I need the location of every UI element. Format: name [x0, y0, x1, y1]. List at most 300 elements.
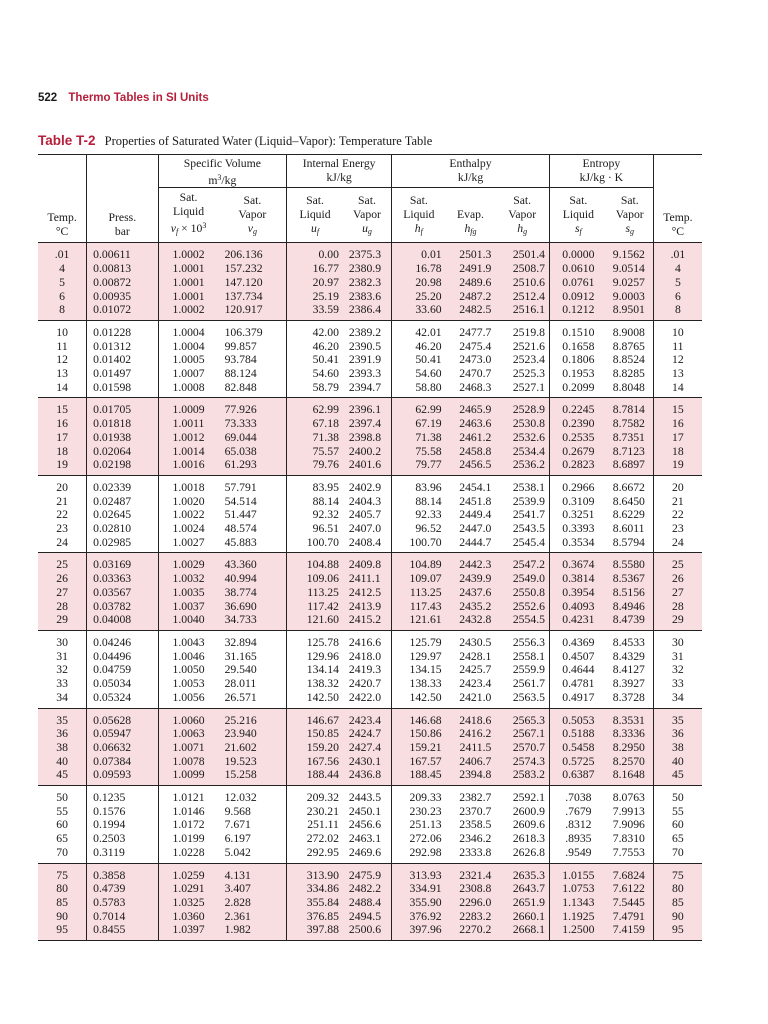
- cell-press: 0.03567: [87, 586, 158, 600]
- cell-ug: 2412.5: [343, 586, 392, 600]
- cell-sg: 8.6011: [612, 522, 645, 536]
- cell-ug: 2394.7: [348, 380, 382, 394]
- cell-vg: 106.379: [219, 320, 287, 339]
- cell-sf: 0.4644: [549, 663, 606, 677]
- cell-sf: 0.1212: [549, 303, 606, 320]
- cell-uf: 50.41: [287, 353, 343, 367]
- cell-vg: 34.733: [219, 613, 287, 630]
- cell-hf: 96.52: [392, 522, 446, 536]
- table-row: [38, 677, 702, 691]
- cell-press: 0.4739: [87, 882, 158, 896]
- cell-press: 0.02985: [87, 536, 158, 553]
- cell-hf: 54.60: [392, 367, 446, 381]
- cell-temp2: 23: [653, 522, 702, 536]
- cell-sf: 1.1925: [549, 910, 606, 924]
- cell-press: 0.05947: [87, 727, 158, 741]
- cell-hg: 2550.8: [495, 586, 549, 600]
- cell-vf: 1.0360: [158, 910, 219, 924]
- cell-temp2: .01: [653, 243, 702, 262]
- cell-vg: 65.038: [219, 445, 287, 459]
- cell-sg: 9.0003: [607, 290, 654, 304]
- cell-sf: 0.1953: [549, 367, 606, 381]
- cell-ug: 2419.3: [348, 663, 382, 677]
- cell-hf: 67.19: [392, 417, 446, 431]
- cell-hf: 113.25: [392, 586, 446, 600]
- cell-vg: 5.042: [224, 845, 251, 859]
- cell-sf: 0.2679: [549, 445, 606, 459]
- cell-temp: 90: [38, 910, 87, 924]
- cell-uf: 167.56: [287, 755, 343, 769]
- table-row: [38, 367, 702, 381]
- cell-sf: 0.4231: [549, 613, 606, 630]
- cell-sg: 8.4127: [612, 663, 645, 677]
- cell-temp2: 5: [653, 276, 702, 290]
- cell-uf: 150.85: [287, 727, 343, 741]
- table-row: [38, 755, 702, 769]
- cell-hg: 2516.1: [495, 303, 549, 320]
- cell-vf: 1.0259: [158, 863, 219, 882]
- cell-temp2: 34: [653, 691, 702, 708]
- cell-uf: 75.57: [287, 445, 343, 459]
- col-uf-line2: Liquid: [299, 208, 331, 221]
- cell-sg: 9.1562: [607, 243, 654, 262]
- cell-uf: 129.96: [287, 650, 343, 664]
- cell-ug: 2450.1: [348, 804, 382, 818]
- cell-temp2: 38: [653, 741, 702, 755]
- cell-vg: 77.926: [219, 398, 287, 417]
- cell-hg: 2567.1: [495, 727, 549, 741]
- cell-sf: 0.1510: [549, 320, 606, 339]
- cell-temp: 95: [38, 923, 87, 940]
- cell-hf: 334.91: [392, 882, 446, 896]
- cell-temp2: 75: [653, 863, 702, 882]
- cell-uf: 79.76: [287, 458, 343, 475]
- cell-uf: 397.88: [287, 923, 343, 940]
- table-row: [38, 276, 702, 290]
- cell-hfg: 2477.7: [446, 320, 496, 339]
- cell-sf: 1.2500: [549, 923, 606, 940]
- cell-hfg: 2430.5: [446, 630, 496, 649]
- cell-hf: 146.68: [392, 708, 446, 727]
- cell-press: 0.05628: [87, 708, 158, 727]
- cell-hf: 71.38: [392, 431, 446, 445]
- col-sg-line1: Sat.: [620, 194, 639, 208]
- cell-vf: 1.0001: [158, 262, 219, 276]
- cell-vg: 2.361: [219, 910, 287, 924]
- col-sg-symbol: [625, 222, 634, 235]
- cell-vg: 12.032: [219, 786, 287, 805]
- cell-hfg: 2296.0: [446, 896, 496, 910]
- cell-ug: 2405.7: [348, 508, 382, 522]
- col-hfg-symbol: [464, 222, 476, 235]
- cell-press: 0.02198: [87, 458, 158, 475]
- cell-temp: 70: [56, 845, 68, 859]
- cell-sf: .7038: [549, 786, 606, 805]
- cell-temp2: 15: [653, 398, 702, 417]
- cell-vg: 69.044: [219, 431, 287, 445]
- symbol-subscript: g: [630, 226, 635, 236]
- cell-hfg: 2406.7: [446, 755, 496, 769]
- cell-sf: 0.1806: [549, 353, 606, 367]
- table-body: [38, 243, 702, 941]
- cell-hf: 121.61: [392, 613, 446, 630]
- cell-temp2: 20: [653, 475, 702, 494]
- cell-sf: 1.0155: [549, 863, 606, 882]
- cell-sf: 0.3109: [549, 495, 606, 509]
- cell-vg: 206.136: [219, 243, 287, 262]
- cell-ug: 2398.8: [343, 431, 392, 445]
- cell-hf: 129.97: [392, 650, 446, 664]
- cell-temp2: 13: [653, 367, 702, 381]
- cell-temp: 35: [38, 708, 87, 727]
- col-sf-line2: Liquid: [562, 208, 594, 221]
- cell-vg: 7.671: [224, 818, 251, 832]
- cell-sf: .8935: [549, 832, 606, 846]
- cell-uf: 188.44: [287, 768, 343, 785]
- cell-hfg: 2465.9: [446, 398, 496, 417]
- cell-press: 0.01938: [87, 431, 158, 445]
- col-hf-header: [392, 188, 446, 243]
- cell-hf: 0.01: [392, 243, 446, 262]
- cell-vf: 1.0014: [158, 445, 219, 459]
- symbol-subscript: f: [579, 226, 582, 236]
- cell-sg: 8.1648: [607, 768, 654, 785]
- col-press-unit: bar: [114, 224, 130, 238]
- cell-hf: 109.07: [392, 572, 446, 586]
- col-sf-symbol: [575, 222, 582, 235]
- cell-hg: 2559.9: [512, 663, 545, 677]
- cell-sg: 8.9501: [607, 303, 654, 320]
- cell-hf: 150.86: [392, 727, 446, 741]
- cell-vg: 28.011: [224, 677, 257, 691]
- cell-vg: 57.791: [219, 475, 287, 494]
- cell-sg: 8.8765: [612, 339, 645, 353]
- cell-sg: 8.2570: [607, 755, 654, 769]
- cell-sg: 8.6450: [612, 494, 645, 508]
- cell-hg: 2626.8: [512, 845, 545, 859]
- cell-hg: 2618.3: [512, 832, 545, 846]
- cell-hg: 2538.1: [495, 475, 549, 494]
- cell-uf: 334.86: [287, 882, 343, 896]
- cell-uf: 142.50: [287, 691, 343, 708]
- cell-ug: 2386.4: [343, 303, 392, 320]
- cell-vg: 48.574: [224, 522, 257, 536]
- cell-ug: 2424.7: [343, 727, 392, 741]
- table-row: [38, 586, 702, 600]
- cell-vg: 54.514: [224, 494, 257, 508]
- cell-uf: 46.20: [287, 340, 343, 354]
- cell-temp: 21: [56, 494, 68, 508]
- cell-hf: 117.43: [392, 600, 446, 614]
- cell-temp: 16: [38, 417, 87, 431]
- cell-hfg: 2489.6: [446, 276, 496, 290]
- cell-hg: 2549.0: [495, 572, 549, 586]
- cell-hfg: 2463.6: [446, 417, 496, 431]
- cell-press: 0.5783: [87, 896, 158, 910]
- cell-ug: 2469.6: [348, 845, 382, 859]
- cell-uf: 159.20: [287, 741, 343, 755]
- table-row: [38, 340, 702, 354]
- table-row: [38, 303, 702, 320]
- group-internal-energy-label: Internal Energy: [302, 157, 376, 170]
- cell-sf: 1.0753: [549, 882, 606, 896]
- cell-sg: 7.9913: [612, 804, 645, 818]
- cell-ug: 2397.4: [343, 417, 392, 431]
- cell-uf: 209.32: [287, 786, 343, 805]
- cell-uf: 117.42: [287, 600, 343, 614]
- cell-uf: 376.85: [287, 910, 343, 924]
- cell-press: 0.02810: [87, 522, 158, 536]
- cell-hf: 33.60: [392, 303, 446, 320]
- cell-vf: 1.0060: [158, 708, 219, 727]
- cell-hg: 2525.3: [512, 367, 545, 381]
- cell-hf: 209.33: [392, 786, 446, 805]
- cell-hg: 2600.9: [512, 804, 545, 818]
- cell-hfg: 2394.8: [446, 768, 496, 785]
- cell-temp2: 32: [653, 663, 702, 677]
- cell-vf: 1.0020: [158, 495, 219, 509]
- cell-ug: 2389.2: [343, 320, 392, 339]
- group-enthalpy-label: Enthalpy: [449, 157, 492, 170]
- cell-sf: 0.4917: [549, 691, 606, 708]
- cell-vf: 1.0053: [158, 677, 219, 691]
- cell-ug: 2423.4: [343, 708, 392, 727]
- col-hg-line2: Vapor: [508, 208, 537, 221]
- cell-hg: 2521.6: [512, 339, 545, 353]
- cell-hf: 58.80: [392, 381, 446, 398]
- cell-hf: 83.96: [392, 475, 446, 494]
- cell-vf: 1.0078: [158, 755, 219, 769]
- cell-vg: 29.540: [224, 663, 257, 677]
- cell-vf: 1.0011: [158, 417, 219, 431]
- cell-hfg: 2487.2: [446, 290, 496, 304]
- cell-press: 0.09593: [87, 768, 158, 785]
- cell-ug: 2393.3: [348, 367, 382, 381]
- cell-vg: 45.883: [224, 535, 257, 549]
- cell-sg: 8.7582: [607, 417, 654, 431]
- col-temp2-header: [653, 155, 702, 243]
- cell-sg: 8.2950: [607, 741, 654, 755]
- cell-uf: 109.06: [287, 572, 343, 586]
- cell-vg: 25.216: [219, 708, 287, 727]
- cell-press: 0.02339: [87, 475, 158, 494]
- col-hg-symbol: [517, 222, 527, 235]
- cell-vf: 1.0063: [158, 727, 219, 741]
- cell-vg: 61.293: [219, 458, 287, 475]
- cell-press: 0.01402: [87, 353, 158, 367]
- cell-temp: 32: [56, 663, 68, 677]
- group-specific-volume-unit: [208, 174, 236, 187]
- cell-hg: 2556.3: [495, 630, 549, 649]
- table-row: [38, 882, 702, 896]
- cell-vg: 15.258: [219, 768, 287, 785]
- table-row: [38, 445, 702, 459]
- table-row: [38, 290, 702, 304]
- group-enthalpy-unit: kJ/kg: [457, 170, 484, 184]
- table-row: [38, 536, 702, 553]
- col-temp-header: [38, 155, 87, 243]
- cell-hg: 2635.3: [495, 863, 549, 882]
- cell-ug: 2413.9: [343, 600, 392, 614]
- cell-hg: 2563.5: [512, 690, 545, 704]
- cell-temp: 10: [38, 320, 87, 339]
- cell-press: 0.00935: [87, 290, 158, 304]
- symbol-subscript: f: [316, 226, 320, 236]
- cell-hfg: 2444.7: [459, 535, 492, 549]
- cell-uf: 113.25: [287, 586, 343, 600]
- cell-sg: 8.6672: [607, 475, 654, 494]
- cell-sg: 8.0763: [607, 786, 654, 805]
- cell-sf: 0.0761: [549, 276, 606, 290]
- cell-sg: 7.6122: [607, 882, 654, 896]
- cell-press: 0.00611: [87, 243, 158, 262]
- col-hf-symbol: [415, 222, 423, 235]
- cell-hfg: 2468.3: [459, 380, 492, 394]
- cell-sg: 8.5367: [607, 572, 654, 586]
- table-number: Table T-2: [38, 133, 96, 148]
- cell-temp2: 30: [653, 630, 702, 649]
- col-uf-symbol: [311, 222, 319, 235]
- cell-vf: 1.0032: [158, 572, 219, 586]
- table-row: [38, 805, 702, 819]
- cell-uf: 62.99: [287, 398, 343, 417]
- cell-uf: 25.19: [287, 290, 343, 304]
- col-uf-line1: Sat.: [306, 194, 324, 208]
- cell-uf: 125.78: [287, 630, 343, 649]
- cell-vf: 1.0027: [158, 536, 219, 553]
- cell-temp2: 12: [653, 353, 702, 367]
- cell-press: 0.03782: [87, 600, 158, 614]
- cell-press: 0.1235: [87, 786, 158, 805]
- cell-hf: 167.57: [392, 755, 446, 769]
- cell-ug: 2418.0: [348, 649, 382, 663]
- cell-ug: 2494.5: [343, 910, 392, 924]
- cell-temp: 27: [38, 586, 87, 600]
- cell-hf: 313.93: [392, 863, 446, 882]
- cell-sg: 8.5156: [607, 586, 654, 600]
- cell-temp2: 60: [653, 818, 702, 832]
- cell-sg: 8.4533: [607, 630, 654, 649]
- cell-ug: 2391.9: [348, 353, 382, 367]
- cell-press: 0.02064: [87, 445, 158, 459]
- cell-press: 0.8455: [87, 923, 158, 940]
- cell-vg: 23.940: [219, 727, 287, 741]
- cell-press: 0.05034: [87, 677, 158, 691]
- table-row: [38, 417, 702, 431]
- cell-press: 0.04246: [87, 630, 158, 649]
- cell-sg: 8.6897: [607, 458, 654, 475]
- col-temp-unit: °C: [55, 224, 69, 238]
- cell-vg: 82.848: [224, 380, 257, 394]
- cell-hg: 2643.7: [495, 882, 549, 896]
- col-vg-header: [219, 188, 287, 243]
- cell-ug: 2443.5: [343, 786, 392, 805]
- table-row: [38, 741, 702, 755]
- cell-hfg: 2416.2: [446, 727, 496, 741]
- cell-hf: 376.92: [392, 910, 446, 924]
- symbol-letter: h: [517, 221, 524, 235]
- cell-sf: 0.3674: [549, 553, 606, 572]
- cell-hfg: 2470.7: [459, 367, 492, 381]
- table-row: [38, 727, 702, 741]
- cell-hfg: 2382.7: [446, 786, 496, 805]
- cell-hg: 2574.3: [495, 755, 549, 769]
- cell-hfg: 2482.5: [446, 303, 496, 320]
- cell-hfg: 2418.6: [446, 708, 496, 727]
- cell-sf: 0.3954: [549, 586, 606, 600]
- cell-sf: 0.2099: [549, 381, 606, 398]
- cell-temp: 75: [38, 863, 87, 882]
- table-row: [38, 458, 702, 475]
- cell-hfg: 2449.4: [459, 508, 492, 522]
- cell-temp2: 22: [653, 508, 702, 522]
- cell-temp: 17: [38, 431, 87, 445]
- cell-sf: 0.3814: [549, 572, 606, 586]
- cell-vf: 1.0001: [158, 290, 219, 304]
- cell-sf: 0.2390: [549, 417, 606, 431]
- symbol-subscript: g: [252, 226, 257, 236]
- table-row: [38, 431, 702, 445]
- cell-sf: 0.3393: [549, 522, 606, 536]
- cell-ug: 2402.9: [343, 475, 392, 494]
- table-row: [38, 708, 702, 727]
- table-row: [38, 896, 702, 910]
- cell-sf: 0.1658: [549, 340, 606, 354]
- cell-uf: 121.60: [287, 613, 343, 630]
- cell-hfg: 2437.6: [446, 586, 496, 600]
- cell-temp: 31: [56, 649, 68, 663]
- cell-hfg: 2432.8: [446, 613, 496, 630]
- cell-hf: 42.01: [392, 320, 446, 339]
- table-row: [38, 572, 702, 586]
- table-row: [38, 663, 702, 677]
- cell-hfg: 2473.0: [459, 353, 492, 367]
- cell-hg: 2547.2: [495, 553, 549, 572]
- cell-vf: 1.0046: [158, 650, 219, 664]
- col-hg-line1: Sat.: [513, 194, 532, 208]
- cell-vg: 51.447: [224, 508, 257, 522]
- cell-press: 0.01072: [87, 303, 158, 320]
- cell-press: 0.01228: [87, 320, 158, 339]
- cell-hg: 2539.9: [512, 494, 545, 508]
- cell-sg: 8.8285: [612, 367, 645, 381]
- cell-sg: 7.4159: [607, 923, 654, 940]
- cell-ug: 2463.1: [348, 832, 382, 846]
- cell-sf: 0.2823: [549, 458, 606, 475]
- symbol-letter: u: [362, 221, 368, 235]
- cell-vg: 19.523: [219, 755, 287, 769]
- cell-uf: 0.00: [287, 243, 343, 262]
- cell-temp2: 36: [653, 727, 702, 741]
- cell-vg: 120.917: [219, 303, 287, 320]
- cell-hfg: 2454.1: [446, 475, 496, 494]
- cell-press: 0.01598: [87, 381, 158, 398]
- table-row: [38, 786, 702, 805]
- cell-temp: 50: [38, 786, 87, 805]
- col-press-label: Press.: [108, 211, 137, 224]
- cell-hf: 62.99: [392, 398, 446, 417]
- cell-sf: 1.1343: [549, 896, 606, 910]
- cell-hg: 2552.6: [495, 600, 549, 614]
- cell-vf: 1.0022: [158, 508, 219, 522]
- table-row: [38, 846, 702, 863]
- cell-sf: 0.0610: [549, 262, 606, 276]
- cell-temp2: 21: [653, 495, 702, 509]
- cell-uf: 67.18: [287, 417, 343, 431]
- cell-vg: 137.734: [219, 290, 287, 304]
- cell-vg: 147.120: [219, 276, 287, 290]
- cell-sg: 7.6824: [607, 863, 654, 882]
